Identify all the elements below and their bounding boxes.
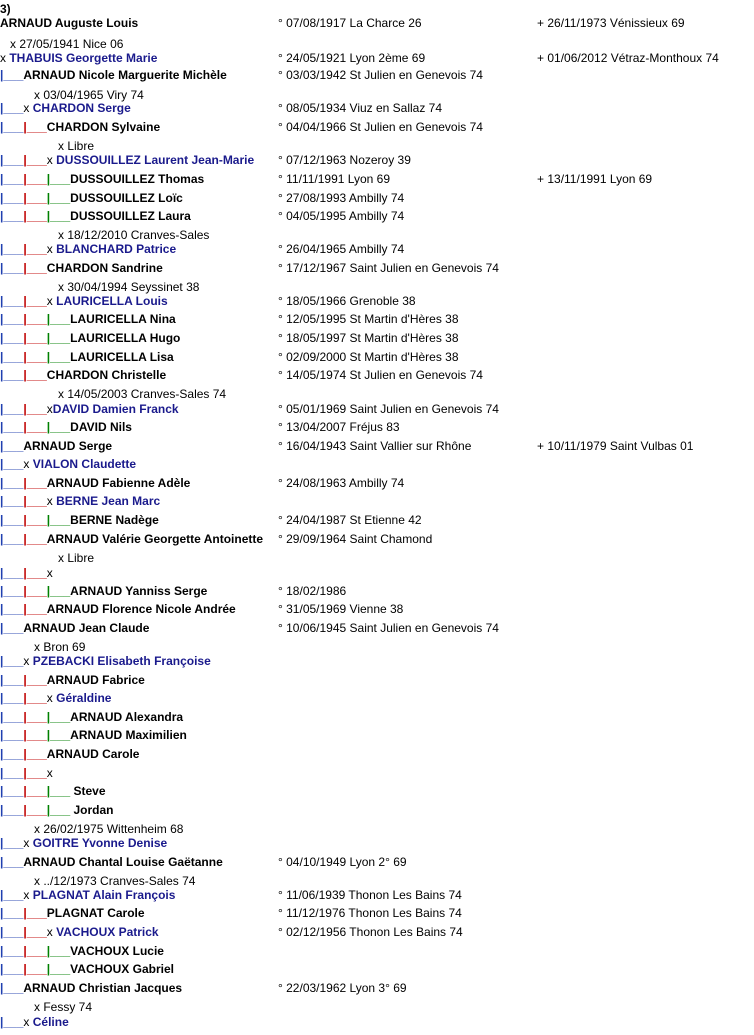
genealogy-row — [0, 960, 754, 978]
person-name: ARNAUD Carole — [46, 747, 140, 761]
spouse-name: BLANCHARD Patrice — [56, 242, 177, 256]
row-text — [0, 120, 160, 134]
row-text — [0, 1015, 69, 1029]
row-text — [0, 312, 176, 326]
genealogy-row — [0, 979, 754, 997]
row-text — [0, 172, 204, 186]
tree-branch: |___ — [23, 803, 47, 817]
tree-branch: |___ — [23, 710, 47, 724]
tree-branch: |___ — [23, 962, 47, 976]
tree-branch: |___ — [0, 654, 24, 668]
tree-branch: |___ — [0, 420, 24, 434]
tree-branch: |___ — [23, 766, 47, 780]
spouse-marker: x — [23, 654, 33, 668]
tree-branch: |___ — [23, 209, 47, 223]
spouse-name: PZEBACKI Elisabeth Françoise — [32, 654, 211, 668]
genealogy-row — [0, 619, 754, 637]
birth-info: ° 22/03/1962 Lyon 3° 69 — [278, 981, 407, 995]
spouse-name: VIALON Claudette — [32, 457, 137, 471]
genealogy-row — [0, 329, 754, 347]
tree-branch: |___ — [23, 673, 47, 687]
person-name: ARNAUD Chantal Louise Gaëtanne — [23, 855, 223, 869]
row-text — [0, 402, 179, 416]
tree-branch: |___ — [0, 312, 24, 326]
genealogy-row — [0, 259, 754, 277]
genealogy-row — [0, 207, 754, 225]
spouse-marker: x — [0, 51, 10, 65]
section-number: 3) — [0, 2, 11, 16]
birth-info: ° 10/06/1945 Saint Julien en Genevois 74 — [278, 621, 499, 635]
row-text — [0, 68, 227, 82]
tree-branch: |___ — [46, 312, 71, 326]
tree-branch: |___ — [23, 261, 47, 275]
birth-info: ° 18/05/1997 St Martin d'Hères 38 — [278, 331, 459, 345]
spouse-marker: x — [46, 242, 57, 256]
tree-branch: |___ — [0, 261, 24, 275]
spouse-marker: x — [46, 153, 57, 167]
genealogy-row — [0, 118, 754, 136]
marriage-note: x 14/05/2003 Cranves-Sales 74 — [58, 387, 227, 401]
genealogy-row — [0, 170, 754, 188]
person-name: PLAGNAT Carole — [46, 906, 145, 920]
tree-branch: |___ — [23, 691, 47, 705]
tree-branch: |___ — [0, 673, 24, 687]
tree-branch: |___ — [0, 803, 24, 817]
death-info: + 13/11/1991 Lyon 69 — [537, 172, 653, 186]
genealogy-row — [0, 292, 754, 310]
tree-branch: |___ — [23, 120, 47, 134]
birth-info: ° 02/12/1956 Thonon Les Bains 74 — [278, 925, 463, 939]
spouse-name: Géraldine — [56, 691, 112, 705]
tree-branch: |___ — [46, 420, 71, 434]
tree-branch: |___ — [46, 331, 71, 345]
tree-branch: |___ — [23, 494, 47, 508]
spouse-marker: x — [46, 494, 57, 508]
tree-branch: |___ — [0, 925, 24, 939]
tree-branch: |___ — [23, 331, 47, 345]
person-name: CHARDON Sandrine — [46, 261, 163, 275]
row-text — [0, 153, 254, 167]
genealogy-row — [0, 726, 754, 744]
person-name: Jordan — [70, 803, 114, 817]
marriage-note: x 18/12/2010 Cranves-Sales — [58, 228, 210, 242]
spouse-name: DUSSOUILLEZ Laurent Jean-Marie — [56, 153, 255, 167]
spouse-marker: x — [23, 1015, 33, 1029]
spouse-name: CHARDON Serge — [32, 101, 131, 115]
birth-info: ° 11/11/1991 Lyon 69 — [278, 172, 391, 186]
row-text — [0, 691, 111, 705]
row-text — [0, 728, 187, 742]
spouse-name: BERNE Jean Marc — [56, 494, 161, 508]
tree-branch: |___ — [0, 566, 24, 580]
row-text — [0, 836, 167, 850]
row-text — [0, 368, 166, 382]
genealogy-row — [0, 708, 754, 726]
tree-branch: |___ — [23, 906, 47, 920]
spouse-marker: x — [46, 925, 57, 939]
tree-branch: |___ — [23, 312, 47, 326]
spouse-name: VACHOUX Patrick — [56, 925, 159, 939]
death-info: + 26/11/1973 Vénissieux 69 — [537, 16, 685, 30]
genealogy-row — [0, 652, 754, 670]
marriage-note: x 27/05/1941 Nice 06 — [10, 37, 124, 51]
birth-info: ° 04/10/1949 Lyon 2° 69 — [278, 855, 407, 869]
tree-branch: |___ — [0, 888, 24, 902]
birth-info: ° 29/09/1964 Saint Chamond — [278, 532, 433, 546]
tree-branch: |___ — [0, 368, 24, 382]
row-text — [0, 457, 136, 471]
death-info: + 01/06/2012 Vétraz-Monthoux 74 — [537, 51, 719, 65]
person-name: DUSSOUILLEZ Laura — [70, 209, 191, 223]
person-name: ARNAUD Nicole Marguerite Michèle — [23, 68, 227, 82]
spouse-name: Céline — [32, 1015, 69, 1029]
marriage-note: x Libre — [58, 139, 95, 153]
tree-branch: |___ — [0, 855, 24, 869]
birth-info: ° 18/02/1986 — [278, 584, 347, 598]
person-name: ARNAUD Maximilien — [70, 728, 187, 742]
birth-info: ° 02/09/2000 St Martin d'Hères 38 — [278, 350, 459, 364]
marriage-note: x 03/04/1965 Viry 74 — [34, 88, 144, 102]
spouse-marker: x — [23, 836, 33, 850]
tree-branch: |___ — [0, 766, 24, 780]
death-info: + 10/11/1979 Saint Vulbas 01 — [537, 439, 694, 453]
tree-branch: |___ — [23, 584, 47, 598]
tree-branch: |___ — [0, 494, 24, 508]
tree-branch: |___ — [23, 925, 47, 939]
genealogy-row — [0, 853, 754, 871]
tree-branch: |___ — [0, 906, 24, 920]
row-text — [0, 387, 226, 401]
person-name: Steve — [70, 784, 106, 798]
row-text — [0, 566, 53, 580]
row-text — [0, 747, 139, 761]
tree-branch: |___ — [23, 532, 47, 546]
genealogy-row — [0, 801, 754, 819]
tree-branch: |___ — [0, 191, 24, 205]
row-text — [0, 710, 183, 724]
tree-branch: |___ — [23, 153, 47, 167]
genealogy-row — [0, 66, 754, 84]
person-name: CHARDON Christelle — [46, 368, 167, 382]
tree-branch: |___ — [0, 120, 24, 134]
tree-branch: |___ — [23, 944, 47, 958]
birth-info: ° 11/12/1976 Thonon Les Bains 74 — [278, 906, 462, 920]
row-text — [0, 944, 164, 958]
genealogy-row — [0, 671, 754, 689]
tree-branch: |___ — [0, 532, 24, 546]
tree-branch: |___ — [0, 513, 24, 527]
tree-branch: |___ — [0, 68, 24, 82]
genealogy-row — [0, 455, 754, 473]
tree-branch: |___ — [0, 981, 24, 995]
tree-branch: |___ — [0, 584, 24, 598]
tree-branch: |___ — [0, 294, 24, 308]
row-text — [0, 439, 112, 453]
row-text — [0, 654, 211, 668]
tree-branch: |___ — [23, 728, 47, 742]
birth-info: ° 05/01/1969 Saint Julien en Genevois 74 — [278, 402, 499, 416]
birth-info: ° 24/05/1921 Lyon 2ème 69 — [278, 51, 426, 65]
genealogy-row — [0, 14, 754, 32]
genealogy-row — [0, 582, 754, 600]
tree-branch: |___ — [46, 962, 71, 976]
genealogy-row — [0, 1013, 754, 1031]
spouse-marker: x — [46, 566, 53, 580]
marriage-note: x 30/04/1994 Seyssinet 38 — [58, 280, 200, 294]
tree-branch: |___ — [0, 402, 24, 416]
tree-branch: |___ — [46, 172, 71, 186]
birth-info: ° 16/04/1943 Saint Vallier sur Rhône — [278, 439, 472, 453]
birth-info: ° 24/08/1963 Ambilly 74 — [278, 476, 405, 490]
marriage-note: x ../12/1973 Cranves-Sales 74 — [34, 874, 196, 888]
tree-branch: |___ — [46, 191, 71, 205]
tree-branch: |___ — [0, 747, 24, 761]
tree-branch: |___ — [23, 294, 47, 308]
tree-branch: |___ — [0, 209, 24, 223]
row-text — [0, 242, 176, 256]
birth-info: ° 07/08/1917 La Charce 26 — [278, 16, 422, 30]
row-text — [0, 209, 191, 223]
tree-branch: |___ — [23, 242, 47, 256]
person-name: ARNAUD Alexandra — [70, 710, 184, 724]
row-text — [0, 51, 157, 65]
genealogy-row — [0, 310, 754, 328]
genealogy-row — [0, 564, 754, 582]
row-text — [0, 925, 159, 939]
birth-info: ° 31/05/1969 Vienne 38 — [278, 602, 404, 616]
spouse-name: GOITRE Yvonne Denise — [32, 836, 168, 850]
row-text — [0, 888, 175, 902]
row-text — [0, 101, 131, 115]
marriage-note: x Fessy 74 — [34, 1000, 93, 1014]
tree-branch: |___ — [23, 566, 47, 580]
row-text — [0, 551, 94, 565]
row-text — [0, 981, 182, 995]
row-text — [0, 855, 223, 869]
tree-branch: |___ — [0, 350, 24, 364]
row-text — [0, 602, 236, 616]
spouse-marker: x — [46, 294, 57, 308]
person-name: LAURICELLA Lisa — [70, 350, 174, 364]
tree-branch: |___ — [0, 784, 24, 798]
tree-branch: |___ — [0, 621, 24, 635]
row-text — [0, 584, 207, 598]
marriage-note: x 26/02/1975 Wittenheim 68 — [34, 822, 184, 836]
genealogy-row — [0, 366, 754, 384]
person-name: BERNE Nadège — [70, 513, 159, 527]
person-name: ARNAUD Christian Jacques — [23, 981, 183, 995]
person-name: ARNAUD Jean Claude — [23, 621, 150, 635]
person-name: ARNAUD Yanniss Serge — [70, 584, 208, 598]
birth-info: ° 14/05/1974 St Julien en Genevois 74 — [278, 368, 483, 382]
person-name: ARNAUD Serge — [23, 439, 113, 453]
birth-info: ° 11/06/1939 Thonon Les Bains 74 — [278, 888, 462, 902]
row-text — [0, 331, 180, 345]
spouse-name: DAVID Damien Franck — [52, 402, 179, 416]
tree-branch: |___ — [0, 101, 24, 115]
tree-branch: |___ — [0, 728, 24, 742]
birth-info: ° 07/12/1963 Nozeroy 39 — [278, 153, 411, 167]
person-name: LAURICELLA Nina — [70, 312, 176, 326]
tree-branch: |___ — [23, 784, 47, 798]
row-text — [0, 766, 53, 780]
row-text — [0, 803, 114, 817]
birth-info: ° 03/03/1942 St Julien en Genevois 74 — [278, 68, 483, 82]
tree-branch: |___ — [0, 457, 24, 471]
row-text — [0, 350, 174, 364]
genealogy-row — [0, 348, 754, 366]
tree-branch: |___ — [0, 691, 24, 705]
tree-branch: |___ — [23, 172, 47, 186]
tree-branch: |___ — [0, 1015, 24, 1029]
marriage-note: x Libre — [58, 551, 95, 565]
tree-branch: |___ — [23, 191, 47, 205]
genealogy-row — [0, 886, 754, 904]
tree-branch: |___ — [0, 944, 24, 958]
tree-branch: |___ — [46, 209, 71, 223]
person-name: DAVID Nils — [70, 420, 132, 434]
tree-branch: |___ — [23, 602, 47, 616]
genealogy-row — [0, 400, 754, 418]
row-text — [0, 784, 106, 798]
genealogy-row — [0, 745, 754, 763]
row-text — [0, 1000, 92, 1014]
genealogy-row — [0, 418, 754, 436]
row-text — [0, 261, 163, 275]
person-name: CHARDON Sylvaine — [46, 120, 161, 134]
tree-branch: |___ — [0, 476, 24, 490]
person-name: DUSSOUILLEZ Thomas — [70, 172, 205, 186]
tree-branch: |___ — [46, 584, 71, 598]
birth-info: ° 26/04/1965 Ambilly 74 — [278, 242, 405, 256]
row-text — [0, 673, 145, 687]
genealogy-row — [0, 530, 754, 548]
spouse-marker: x — [46, 691, 57, 705]
tree-branch: |___ — [46, 784, 71, 798]
tree-branch: |___ — [23, 513, 47, 527]
genealogy-row — [0, 99, 754, 117]
tree-branch: |___ — [0, 331, 24, 345]
spouse-name: THABUIS Georgette Marie — [9, 51, 158, 65]
tree-branch: |___ — [46, 944, 71, 958]
person-name: VACHOUX Lucie — [70, 944, 164, 958]
genealogy-row — [0, 782, 754, 800]
row-text — [0, 16, 138, 30]
person-name: ARNAUD Fabienne Adèle — [46, 476, 191, 490]
person-name: LAURICELLA Hugo — [70, 331, 181, 345]
tree-branch: |___ — [0, 172, 24, 186]
tree-branch: |___ — [23, 420, 47, 434]
birth-info: ° 04/05/1995 Ambilly 74 — [278, 209, 405, 223]
genealogy-row — [0, 764, 754, 782]
genealogy-row — [0, 511, 754, 529]
tree-branch: |___ — [0, 153, 24, 167]
row-text — [0, 420, 132, 434]
birth-info: ° 13/04/2007 Fréjus 83 — [278, 420, 400, 434]
spouse-name: PLAGNAT Alain François — [32, 888, 176, 902]
birth-info: ° 04/04/1966 St Julien en Genevois 74 — [278, 120, 483, 134]
birth-info: ° 17/12/1967 Saint Julien en Genevois 74 — [278, 261, 499, 275]
row-text — [0, 494, 160, 508]
marriage-note: x Bron 69 — [34, 640, 86, 654]
row-text — [0, 962, 174, 976]
genealogy-row — [0, 904, 754, 922]
genealogy-row — [0, 600, 754, 618]
tree-branch: |___ — [23, 402, 47, 416]
row-text — [0, 294, 168, 308]
birth-info: ° 18/05/1966 Grenoble 38 — [278, 294, 416, 308]
genealogy-row — [0, 437, 754, 455]
tree-branch: |___ — [23, 476, 47, 490]
tree-branch: |___ — [0, 602, 24, 616]
genealogy-row — [0, 923, 754, 941]
row-text — [0, 476, 190, 490]
row-text — [0, 513, 159, 527]
tree-branch: |___ — [46, 513, 71, 527]
tree-branch: |___ — [23, 368, 47, 382]
tree-branch: |___ — [0, 962, 24, 976]
genealogy-row — [0, 189, 754, 207]
person-name: VACHOUX Gabriel — [70, 962, 174, 976]
person-name: ARNAUD Fabrice — [46, 673, 145, 687]
genealogy-row — [0, 151, 754, 169]
genealogy-row — [0, 474, 754, 492]
genealogy-row — [0, 834, 754, 852]
genealogy-row — [0, 49, 754, 67]
person-name: ARNAUD Florence Nicole Andrée — [46, 602, 236, 616]
person-name: ARNAUD Valérie Georgette Antoinette — [46, 532, 264, 546]
tree-branch: |___ — [0, 242, 24, 256]
spouse-marker: x — [23, 457, 33, 471]
spouse-name: LAURICELLA Louis — [56, 294, 168, 308]
genealogy-row — [0, 689, 754, 707]
row-text — [0, 532, 263, 546]
tree-branch: |___ — [46, 710, 71, 724]
spouse-marker: x — [46, 402, 53, 416]
person-name: ARNAUD Auguste Louis — [0, 16, 139, 30]
birth-info: ° 27/08/1993 Ambilly 74 — [278, 191, 405, 205]
row-text — [0, 191, 183, 205]
row-text — [0, 906, 145, 920]
genealogy-row — [0, 240, 754, 258]
row-text — [0, 621, 149, 635]
spouse-marker: x — [23, 101, 33, 115]
tree-branch: |___ — [46, 803, 71, 817]
birth-info: ° 12/05/1995 St Martin d'Hères 38 — [278, 312, 459, 326]
tree-branch: |___ — [0, 439, 24, 453]
tree-branch: |___ — [23, 747, 47, 761]
tree-branch: |___ — [46, 350, 71, 364]
tree-branch: |___ — [0, 710, 24, 724]
genealogy-row — [0, 942, 754, 960]
person-name: DUSSOUILLEZ Loïc — [70, 191, 183, 205]
birth-info: ° 08/05/1934 Viuz en Sallaz 74 — [278, 101, 443, 115]
genealogy-row — [0, 492, 754, 510]
tree-branch: |___ — [23, 350, 47, 364]
tree-branch: |___ — [0, 836, 24, 850]
spouse-marker: x — [46, 766, 53, 780]
spouse-marker: x — [23, 888, 33, 902]
birth-info: ° 24/04/1987 St Etienne 42 — [278, 513, 422, 527]
tree-branch: |___ — [46, 728, 71, 742]
